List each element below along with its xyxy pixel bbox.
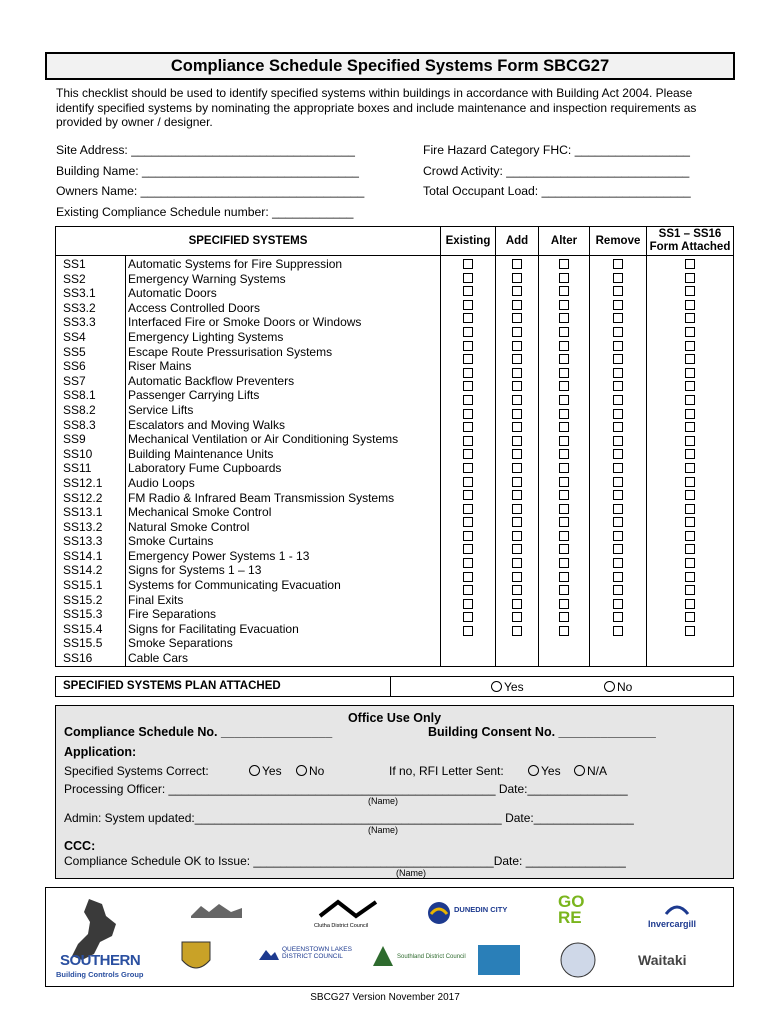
checkbox[interactable]	[512, 449, 522, 459]
southland-text: Southland District Council	[397, 954, 466, 960]
radio-icon[interactable]	[528, 765, 539, 776]
ss-codes: SS1 SS2 SS3.1 SS3.2 SS3.3 SS4 SS5 SS6 SS7 SS8.1 SS8.2 SS8.3 SS9 SS10 SS11 SS12.1 SS12.2 SS13.1 SS13.2 SS13.3 SS14.1 SS14.2 SS15.1 SS15.2 SS15.3 SS15.4 SS15.5 SS16	[63, 257, 103, 666]
checkbox[interactable]	[559, 381, 569, 391]
ss-name-list	[126, 256, 441, 667]
header-specified-systems: SPECIFIED SYSTEMS	[56, 227, 441, 256]
ss-correct-no-label: No	[309, 764, 325, 778]
form-attached-checkbox-column	[647, 256, 734, 667]
checkbox[interactable]	[512, 368, 522, 378]
header-form-line2: Form Attached	[649, 241, 731, 253]
gore-bottom: RE	[558, 908, 582, 927]
admin-updated-field[interactable]: Admin: System updated:______________________________________________ Date:_______________	[64, 811, 634, 825]
checkbox[interactable]	[613, 463, 623, 473]
checkbox[interactable]	[463, 381, 473, 391]
header-add: Add	[496, 227, 539, 256]
form-title: Compliance Schedule Specified Systems Form SBCG27	[45, 52, 735, 80]
checkbox[interactable]	[512, 354, 522, 364]
checkbox[interactable]	[559, 517, 569, 527]
checkbox[interactable]	[613, 273, 623, 283]
checkbox[interactable]	[685, 531, 695, 541]
checkbox[interactable]	[559, 558, 569, 568]
header-existing: Existing	[441, 227, 496, 256]
checkbox[interactable]	[613, 626, 623, 636]
checkbox[interactable]	[512, 477, 522, 487]
checkbox[interactable]	[685, 626, 695, 636]
cs-number-field[interactable]: Compliance Schedule No. ________________	[64, 725, 333, 739]
checkbox[interactable]	[559, 463, 569, 473]
dunedin-text: DUNEDIN CITY	[454, 905, 508, 914]
checkbox[interactable]	[559, 504, 569, 514]
plan-divider	[390, 677, 391, 696]
checkbox[interactable]	[559, 612, 569, 622]
name-caption-1: (Name)	[368, 796, 399, 806]
crowd-activity-field[interactable]: Crowd Activity: ___________________________	[423, 164, 690, 178]
fhc-field[interactable]: Fire Hazard Category FHC: _________________	[423, 143, 690, 157]
checkbox[interactable]	[463, 612, 473, 622]
dunedin-icon	[426, 900, 452, 926]
checkbox[interactable]	[685, 422, 695, 432]
rfi-label: If no, RFI Letter Sent:	[389, 764, 504, 778]
processing-officer-field[interactable]: Processing Officer: _________________________________________________ Date:_______________	[64, 782, 628, 796]
ss-names: Automatic Systems for Fire Suppression Emergency Warning Systems Automatic Doors Access Controlled Doors Interfaced Fire or Smoke Doors or Windows Emergency Lighting Systems Escape Route Pressurisation Systems Riser Mains Automatic Backflow Preventers Passenger Carrying Lifts Service Lifts Escalators and Moving Walks Mechanical Ventilation or Air Conditioning Systems Building Maintenance Units Laboratory Fume Cupboards Audio Loops FM Radio & Infrared Beam Transmission Systems Mechanical Smoke Control Natural Smoke Control Smoke Curtains Emergency Power Systems 1 - 13 Signs for Systems 1 – 13 Systems for Communicating Evacuation Final Exits Fire Separations Signs for Facilitating Evacuation Smoke Separations Cable Cars	[128, 257, 399, 666]
checkbox[interactable]	[559, 422, 569, 432]
checkbox[interactable]	[685, 273, 695, 283]
invercargill-icon	[662, 900, 692, 916]
checkbox[interactable]	[512, 517, 522, 527]
tdc-icon	[476, 943, 522, 977]
checkbox[interactable]	[685, 490, 695, 500]
ss-correct-no[interactable]	[296, 764, 324, 778]
checkbox[interactable]	[559, 286, 569, 296]
office-heading: Office Use Only	[347, 711, 442, 725]
checkbox[interactable]	[613, 477, 623, 487]
header-remove: Remove	[590, 227, 647, 256]
checkbox[interactable]	[613, 422, 623, 432]
central-otago-icon	[189, 902, 244, 920]
checkbox[interactable]	[512, 585, 522, 595]
checkbox[interactable]	[559, 300, 569, 310]
checkbox[interactable]	[512, 381, 522, 391]
rfi-yes[interactable]	[528, 764, 561, 778]
header-alter: Alter	[539, 227, 590, 256]
checkbox[interactable]	[685, 327, 695, 337]
checkbox[interactable]	[463, 517, 473, 527]
checkbox[interactable]	[685, 585, 695, 595]
checkbox[interactable]	[463, 313, 473, 323]
checkbox[interactable]	[512, 259, 522, 269]
checkbox[interactable]	[512, 395, 522, 405]
checkbox[interactable]	[512, 286, 522, 296]
checkbox[interactable]	[685, 381, 695, 391]
checkbox[interactable]	[559, 572, 569, 582]
radio-icon[interactable]	[249, 765, 260, 776]
rfi-na-label: N/A	[587, 764, 608, 778]
bc-number-field[interactable]: Building Consent No. ______________	[428, 725, 656, 739]
checkbox[interactable]	[463, 477, 473, 487]
alter-checkbox-column	[539, 256, 590, 667]
checkbox[interactable]	[613, 558, 623, 568]
checkbox[interactable]	[463, 585, 473, 595]
checkbox[interactable]	[559, 341, 569, 351]
checkbox[interactable]	[685, 477, 695, 487]
checkbox[interactable]	[463, 259, 473, 269]
checkbox[interactable]	[512, 544, 522, 554]
name-caption-3: (Name)	[396, 868, 427, 878]
checkbox[interactable]	[613, 531, 623, 541]
checkbox[interactable]	[463, 490, 473, 500]
gore-top: GO	[558, 892, 585, 911]
checkbox[interactable]	[559, 490, 569, 500]
checkbox[interactable]	[685, 300, 695, 310]
checkbox[interactable]	[463, 300, 473, 310]
checkbox[interactable]	[613, 368, 623, 378]
checkbox[interactable]	[559, 395, 569, 405]
ccc-issue-field[interactable]: Compliance Schedule OK to Issue: ____________________________________Date: _______________	[64, 854, 626, 868]
checkbox[interactable]	[463, 327, 473, 337]
header-form-attached	[647, 227, 734, 256]
checkbox[interactable]	[613, 504, 623, 514]
checkbox[interactable]	[685, 354, 695, 364]
invercargill-logo	[648, 900, 708, 934]
checkbox[interactable]	[559, 409, 569, 419]
checkbox[interactable]	[685, 504, 695, 514]
crest-logo	[176, 938, 216, 978]
checkbox[interactable]	[512, 422, 522, 432]
plan-attached-row	[55, 676, 734, 697]
checkbox[interactable]	[559, 313, 569, 323]
checkbox[interactable]	[685, 409, 695, 419]
checkbox[interactable]	[512, 558, 522, 568]
checkbox[interactable]	[463, 422, 473, 432]
checkbox[interactable]	[613, 341, 623, 351]
checkbox[interactable]	[463, 463, 473, 473]
checkbox[interactable]	[463, 531, 473, 541]
checkbox[interactable]	[685, 436, 695, 446]
central-otago-logo	[189, 902, 244, 920]
add-checkbox-column	[496, 256, 539, 667]
checkbox[interactable]	[613, 354, 623, 364]
council-logos-panel	[45, 887, 734, 987]
checkbox[interactable]	[685, 395, 695, 405]
checkbox[interactable]	[559, 327, 569, 337]
queenstown-logo	[258, 946, 368, 976]
checkbox[interactable]	[685, 341, 695, 351]
checkbox[interactable]	[463, 504, 473, 514]
tdc-logo	[476, 943, 522, 977]
checkbox[interactable]	[559, 368, 569, 378]
checkbox[interactable]	[512, 273, 522, 283]
checkbox[interactable]	[463, 544, 473, 554]
checkbox[interactable]	[512, 599, 522, 609]
checkbox[interactable]	[613, 327, 623, 337]
checkbox[interactable]	[463, 626, 473, 636]
invercargill-text: Invercargill	[648, 919, 697, 929]
checkbox[interactable]	[512, 436, 522, 446]
checkbox[interactable]	[685, 517, 695, 527]
intro-text: This checklist should be used to identify specified systems within buildings in accordance with Building Act 2004. Please identify specified systems by nominating the appropriate boxes and include maintenance and inspection requirements as provided by owner / designer.	[56, 86, 697, 129]
checkbox[interactable]	[559, 626, 569, 636]
checkbox[interactable]	[512, 504, 522, 514]
checkbox[interactable]	[613, 313, 623, 323]
clutha-icon	[318, 898, 378, 920]
checkbox[interactable]	[512, 313, 522, 323]
footer-version: SBCG27 Version November 2017	[310, 992, 460, 1003]
checkbox[interactable]	[685, 449, 695, 459]
checkbox[interactable]	[559, 259, 569, 269]
clutha-logo	[314, 898, 394, 932]
checkbox[interactable]	[685, 259, 695, 269]
checkbox[interactable]	[559, 599, 569, 609]
building-name-field[interactable]: Building Name: ________________________________	[56, 164, 359, 178]
checkbox[interactable]	[685, 599, 695, 609]
checkbox[interactable]	[512, 531, 522, 541]
checkbox[interactable]	[613, 544, 623, 554]
southland-icon	[371, 944, 395, 968]
ss-code-list	[56, 256, 126, 667]
site-address-field[interactable]: Site Address: _________________________________	[56, 143, 355, 157]
radio-icon[interactable]	[491, 681, 502, 692]
name-caption-2: (Name)	[368, 825, 399, 835]
checkbox[interactable]	[559, 354, 569, 364]
ccc-label: CCC:	[64, 839, 96, 853]
checkbox[interactable]	[512, 463, 522, 473]
waitaki-logo	[638, 952, 728, 976]
checkbox[interactable]	[559, 531, 569, 541]
checkbox[interactable]	[559, 449, 569, 459]
checkbox[interactable]	[559, 273, 569, 283]
waitaki-text: Waitaki	[638, 952, 687, 968]
radio-icon[interactable]	[296, 765, 307, 776]
checkbox[interactable]	[613, 572, 623, 582]
checkbox[interactable]	[463, 341, 473, 351]
checkbox[interactable]	[685, 368, 695, 378]
radio-icon[interactable]	[604, 681, 615, 692]
radio-icon[interactable]	[574, 765, 585, 776]
southern-logo	[54, 894, 149, 982]
checkbox[interactable]	[685, 544, 695, 554]
rfi-yes-label: Yes	[541, 764, 561, 778]
checkbox[interactable]	[613, 409, 623, 419]
checkbox[interactable]	[613, 286, 623, 296]
ss-correct-yes-label: Yes	[262, 764, 282, 778]
checkbox[interactable]	[463, 436, 473, 446]
existing-cs-number-field[interactable]: Existing Compliance Schedule number: ____________	[56, 205, 354, 219]
sbcg-text: Building Controls Group	[56, 970, 144, 979]
queenstown-text: QUEENSTOWN LAKES DISTRICT COUNCIL	[282, 946, 352, 960]
checkbox[interactable]	[613, 300, 623, 310]
checkbox[interactable]	[613, 612, 623, 622]
checkbox[interactable]	[512, 626, 522, 636]
ss-correct-label: Specified Systems Correct:	[64, 764, 209, 778]
specified-systems-table	[55, 226, 734, 667]
checkbox[interactable]	[559, 544, 569, 554]
checkbox[interactable]	[512, 300, 522, 310]
checkbox[interactable]	[463, 273, 473, 283]
owners-name-field[interactable]: Owners Name: _________________________________	[56, 184, 365, 198]
plan-attached-label: SPECIFIED SYSTEMS PLAN ATTACHED	[63, 680, 281, 692]
checkbox[interactable]	[512, 490, 522, 500]
waimate-icon	[558, 940, 598, 980]
southern-text: SOUTHERN	[60, 952, 141, 969]
checkbox[interactable]	[559, 477, 569, 487]
checkbox[interactable]	[613, 585, 623, 595]
plan-no-label: No	[617, 680, 633, 694]
checkbox[interactable]	[559, 585, 569, 595]
checkbox[interactable]	[463, 572, 473, 582]
office-use-panel	[55, 705, 734, 879]
checkbox[interactable]	[512, 572, 522, 582]
checkbox[interactable]	[463, 558, 473, 568]
checkbox[interactable]	[685, 286, 695, 296]
checkbox[interactable]	[613, 395, 623, 405]
checkbox[interactable]	[685, 558, 695, 568]
southland-logo	[371, 944, 471, 974]
occupant-load-field[interactable]: Total Occupant Load: ______________________	[423, 184, 691, 198]
remove-checkbox-column	[590, 256, 647, 667]
clutha-text: Clutha District Council	[314, 923, 369, 929]
checkbox[interactable]	[613, 436, 623, 446]
queenstown-icon	[258, 946, 280, 962]
header-form-line1: SS1 – SS16	[658, 228, 722, 240]
checkbox[interactable]	[512, 327, 522, 337]
checkbox[interactable]	[685, 572, 695, 582]
plan-no-option[interactable]	[604, 680, 632, 694]
checkbox[interactable]	[613, 490, 623, 500]
checkbox[interactable]	[463, 368, 473, 378]
checkbox[interactable]	[512, 612, 522, 622]
dunedin-logo	[426, 900, 516, 934]
checkbox[interactable]	[559, 436, 569, 446]
checkbox[interactable]	[613, 381, 623, 391]
plan-yes-label: Yes	[504, 680, 524, 694]
crest-icon	[176, 938, 216, 978]
checkbox[interactable]	[613, 259, 623, 269]
checkbox[interactable]	[613, 517, 623, 527]
checkbox[interactable]	[463, 354, 473, 364]
checkbox[interactable]	[685, 612, 695, 622]
rfi-na[interactable]	[574, 764, 607, 778]
ss-correct-yes[interactable]	[249, 764, 282, 778]
existing-checkbox-column	[441, 256, 496, 667]
checkbox[interactable]	[512, 409, 522, 419]
checkbox[interactable]	[685, 463, 695, 473]
checkbox[interactable]	[463, 599, 473, 609]
checkbox[interactable]	[463, 286, 473, 296]
application-label: Application:	[64, 745, 137, 759]
checkbox[interactable]	[463, 449, 473, 459]
checkbox[interactable]	[613, 599, 623, 609]
plan-yes-option[interactable]	[491, 680, 524, 694]
checkbox[interactable]	[613, 449, 623, 459]
gore-logo	[558, 894, 598, 934]
checkbox[interactable]	[463, 395, 473, 405]
waimate-logo	[558, 940, 598, 980]
checkbox[interactable]	[685, 313, 695, 323]
checkbox[interactable]	[463, 409, 473, 419]
checkbox[interactable]	[512, 341, 522, 351]
